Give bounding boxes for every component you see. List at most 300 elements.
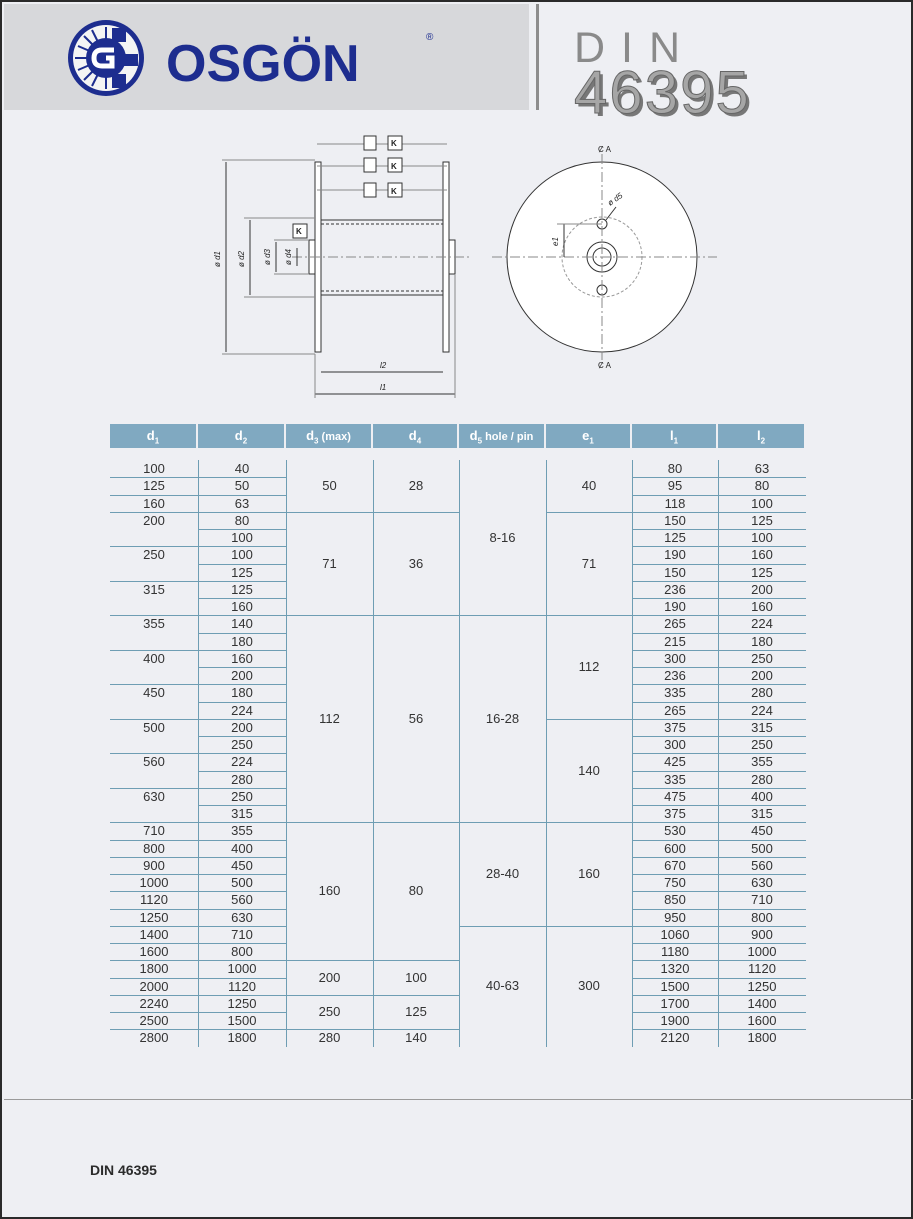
column-header-l2: $l_2$ bbox=[718, 424, 804, 448]
row-divider bbox=[110, 874, 198, 875]
row-divider bbox=[286, 822, 373, 823]
cell-l2: 250 bbox=[751, 737, 773, 752]
k-label-4: K bbox=[296, 227, 302, 236]
row-divider bbox=[632, 529, 806, 530]
merged-cell-d4: 36 bbox=[408, 555, 424, 571]
cell-d1: 1120 bbox=[140, 892, 168, 908]
cell-l1: 950 bbox=[664, 909, 686, 925]
cell-l1: 236 bbox=[664, 668, 686, 683]
cell-d2: 100 bbox=[231, 547, 253, 563]
cell-d2: 1500 bbox=[227, 1013, 257, 1028]
merged-cell-d3: 50 bbox=[322, 477, 337, 493]
cell-l1: 600 bbox=[664, 840, 686, 856]
cell-l1: 1900 bbox=[660, 1013, 690, 1028]
row-divider bbox=[198, 978, 286, 979]
cell-d1: 1600 bbox=[139, 944, 169, 959]
row-divider bbox=[198, 1029, 286, 1030]
brand-wordmark: OSGÖN bbox=[166, 35, 360, 93]
row-divider bbox=[632, 771, 806, 772]
standard-number: 46395 bbox=[574, 59, 751, 126]
merged-cell-d4: 140 bbox=[405, 1029, 427, 1045]
row-divider bbox=[373, 995, 459, 996]
row-divider bbox=[110, 788, 198, 789]
row-divider bbox=[632, 753, 806, 754]
row-divider bbox=[198, 943, 286, 944]
cell-l1: 850 bbox=[664, 892, 686, 908]
row-divider bbox=[110, 615, 198, 616]
cell-l1: 125 bbox=[664, 530, 686, 545]
row-divider bbox=[632, 995, 806, 996]
cell-d2: 125 bbox=[231, 581, 253, 597]
row-divider bbox=[110, 978, 198, 979]
cell-d1: 2240 bbox=[139, 995, 169, 1011]
cell-l2: 280 bbox=[751, 685, 773, 701]
cell-l2: 224 bbox=[751, 616, 773, 632]
row-divider bbox=[110, 650, 198, 651]
cell-d1: 100 bbox=[143, 461, 165, 476]
row-divider bbox=[632, 874, 806, 875]
cell-d1: 500 bbox=[143, 719, 165, 735]
row-divider bbox=[198, 891, 286, 892]
cell-l2: 100 bbox=[751, 530, 773, 545]
cell-d2: 180 bbox=[231, 633, 253, 649]
row-divider bbox=[546, 615, 632, 616]
row-divider bbox=[198, 684, 286, 685]
row-divider bbox=[632, 598, 806, 599]
row-divider bbox=[632, 615, 806, 616]
cell-d2: 200 bbox=[231, 668, 253, 683]
merged-cell-d3: 160 bbox=[318, 883, 341, 899]
cell-d2: 400 bbox=[231, 840, 253, 856]
cell-d2: 140 bbox=[231, 616, 253, 632]
row-divider bbox=[632, 943, 806, 944]
cell-l1: 80 bbox=[667, 461, 683, 476]
merged-cell-e1: 71 bbox=[581, 555, 597, 571]
row-divider bbox=[632, 684, 806, 685]
cell-l1: 236 bbox=[664, 581, 686, 597]
merged-cell-d3: 250 bbox=[318, 1004, 341, 1019]
e1-label: e1 bbox=[551, 237, 560, 246]
row-divider bbox=[632, 788, 806, 789]
cell-l2: 63 bbox=[754, 461, 770, 476]
cell-l1: 375 bbox=[664, 806, 686, 821]
footer-divider bbox=[4, 1099, 913, 1100]
merged-cell-d5: 40-63 bbox=[485, 978, 520, 994]
row-divider bbox=[198, 995, 286, 996]
dimension-table bbox=[110, 424, 806, 1050]
spool-side-view bbox=[222, 136, 472, 398]
cell-d1: 160 bbox=[143, 495, 165, 511]
row-divider bbox=[110, 512, 198, 513]
row-divider bbox=[110, 891, 198, 892]
column-header-d1: $d_1$ bbox=[110, 424, 196, 448]
cell-l1: 2120 bbox=[660, 1030, 690, 1046]
cell-d1: 2500 bbox=[139, 1013, 169, 1028]
row-divider bbox=[632, 822, 806, 823]
cell-d1: 800 bbox=[143, 840, 165, 856]
row-divider bbox=[198, 771, 286, 772]
cell-l2: 1800 bbox=[747, 1030, 777, 1046]
cell-l2: 560 bbox=[751, 857, 773, 873]
cell-d2: 315 bbox=[231, 806, 253, 821]
merged-cell-d4: 28 bbox=[408, 477, 424, 493]
cell-l1: 300 bbox=[664, 650, 686, 666]
row-divider bbox=[198, 857, 286, 858]
cell-l1: 1320 bbox=[660, 961, 690, 977]
row-divider bbox=[632, 702, 806, 703]
standard-word: DIN bbox=[574, 24, 697, 72]
row-divider bbox=[110, 581, 198, 582]
row-divider bbox=[632, 926, 806, 927]
row-divider bbox=[286, 512, 373, 513]
row-divider bbox=[632, 1012, 806, 1013]
row-divider bbox=[198, 702, 286, 703]
cell-d1: 400 bbox=[143, 650, 165, 666]
cell-d1: 630 bbox=[143, 788, 165, 804]
row-divider bbox=[632, 736, 806, 737]
cell-d2: 800 bbox=[231, 944, 253, 959]
k-label-2: K bbox=[391, 162, 397, 171]
cell-d1: 710 bbox=[143, 823, 165, 839]
row-divider bbox=[198, 874, 286, 875]
row-divider bbox=[632, 546, 806, 547]
merged-cell-d3: 200 bbox=[318, 969, 341, 985]
cell-d2: 100 bbox=[231, 530, 253, 545]
cell-l1: 118 bbox=[664, 495, 686, 511]
row-divider bbox=[632, 477, 806, 478]
row-divider bbox=[198, 753, 286, 754]
cell-l1: 530 bbox=[664, 823, 686, 839]
merged-cell-e1: 112 bbox=[578, 659, 600, 674]
cell-d2: 1250 bbox=[227, 995, 257, 1011]
cell-l1: 215 bbox=[664, 633, 686, 649]
column-header-d4: $d_4$ bbox=[373, 424, 457, 448]
row-divider bbox=[110, 719, 198, 720]
cell-l2: 280 bbox=[751, 771, 773, 787]
d1-label: ø d1 bbox=[213, 250, 222, 267]
cell-l1: 475 bbox=[664, 788, 686, 804]
d5-label: ø d5 bbox=[605, 191, 625, 208]
header-divider bbox=[536, 4, 539, 110]
row-divider bbox=[632, 978, 806, 979]
row-divider bbox=[632, 857, 806, 858]
cell-l2: 125 bbox=[751, 512, 773, 528]
cell-l1: 670 bbox=[664, 857, 686, 873]
row-divider bbox=[546, 719, 632, 720]
row-divider bbox=[373, 512, 459, 513]
cell-d1: 450 bbox=[143, 685, 165, 701]
cell-l1: 1060 bbox=[660, 926, 690, 942]
cell-l2: 180 bbox=[751, 633, 773, 649]
gear-logo-icon bbox=[68, 20, 144, 96]
merged-cell-d4: 100 bbox=[405, 969, 427, 985]
cell-l2: 630 bbox=[751, 875, 773, 890]
row-divider bbox=[198, 788, 286, 789]
spool-technical-drawing bbox=[192, 132, 732, 402]
cell-l2: 500 bbox=[751, 840, 773, 856]
l2-label: l2 bbox=[380, 361, 387, 370]
cell-l2: 400 bbox=[751, 788, 773, 804]
cell-d2: 40 bbox=[234, 461, 250, 476]
row-divider bbox=[198, 512, 286, 513]
cell-l1: 1180 bbox=[661, 944, 689, 959]
d4-label: ø d4 bbox=[284, 248, 293, 265]
column-divider bbox=[286, 460, 287, 1047]
cell-d2: 280 bbox=[231, 771, 253, 787]
footer-standard-label: DIN 46395 bbox=[90, 1162, 157, 1178]
section-a-bottom-label: Ȼ A bbox=[598, 361, 611, 370]
row-divider bbox=[198, 805, 286, 806]
merged-cell-d5: 8-16 bbox=[489, 529, 516, 545]
cell-d2: 250 bbox=[231, 788, 253, 804]
cell-l2: 224 bbox=[751, 702, 773, 718]
cell-l2: 315 bbox=[751, 806, 773, 821]
column-header-e1: $e_1$ bbox=[546, 424, 630, 448]
row-divider bbox=[373, 1029, 459, 1030]
row-divider bbox=[286, 960, 373, 961]
cell-d2: 250 bbox=[231, 737, 253, 752]
spool-front-view bbox=[492, 154, 717, 360]
column-divider bbox=[373, 460, 374, 1047]
cell-d2: 450 bbox=[231, 857, 253, 873]
column-divider bbox=[459, 460, 460, 1047]
cell-l2: 160 bbox=[751, 599, 773, 614]
cell-l1: 95 bbox=[667, 478, 683, 494]
row-divider bbox=[459, 615, 546, 616]
cell-d2: 160 bbox=[231, 650, 253, 666]
row-divider bbox=[110, 909, 198, 910]
cell-l1: 1500 bbox=[660, 978, 690, 994]
cell-d1: 1000 bbox=[139, 875, 169, 890]
k-label-1: K bbox=[391, 139, 397, 148]
row-divider bbox=[198, 615, 286, 616]
row-divider bbox=[198, 926, 286, 927]
row-divider bbox=[198, 840, 286, 841]
cell-l2: 450 bbox=[751, 823, 773, 839]
row-divider bbox=[632, 891, 806, 892]
cell-l1: 750 bbox=[664, 875, 686, 890]
row-divider bbox=[632, 840, 806, 841]
cell-l1: 335 bbox=[664, 685, 686, 701]
cell-d2: 1000 bbox=[227, 961, 257, 977]
cell-d2: 63 bbox=[234, 495, 250, 511]
column-divider bbox=[546, 460, 547, 1047]
d3-label: ø d3 bbox=[263, 248, 272, 265]
row-divider bbox=[373, 615, 459, 616]
k-label-3: K bbox=[391, 187, 397, 196]
merged-cell-e1: 160 bbox=[578, 866, 600, 881]
row-divider bbox=[110, 840, 198, 841]
row-divider bbox=[632, 650, 806, 651]
merged-cell-d4: 80 bbox=[408, 883, 424, 899]
cell-l2: 1600 bbox=[747, 1013, 777, 1028]
row-divider bbox=[198, 667, 286, 668]
row-divider bbox=[632, 805, 806, 806]
row-divider bbox=[459, 822, 546, 823]
row-divider bbox=[632, 719, 806, 720]
row-divider bbox=[632, 581, 806, 582]
cell-d2: 1800 bbox=[227, 1030, 257, 1046]
row-divider bbox=[286, 1029, 373, 1030]
cell-d1: 315 bbox=[143, 581, 165, 597]
cell-d2: 630 bbox=[231, 909, 253, 925]
row-divider bbox=[632, 495, 806, 496]
column-header-d2: $d_2$ bbox=[198, 424, 284, 448]
cell-d2: 224 bbox=[231, 754, 253, 770]
row-divider bbox=[110, 857, 198, 858]
merged-cell-d3: 71 bbox=[322, 555, 337, 571]
row-divider bbox=[286, 615, 373, 616]
row-divider bbox=[110, 1012, 198, 1013]
cell-d1: 1400 bbox=[139, 926, 169, 942]
row-divider bbox=[198, 719, 286, 720]
brand-logo bbox=[62, 18, 442, 98]
cell-d1: 2800 bbox=[139, 1030, 169, 1046]
row-divider bbox=[198, 598, 286, 599]
row-divider bbox=[110, 753, 198, 754]
row-divider bbox=[198, 477, 286, 478]
cell-l2: 160 bbox=[751, 547, 773, 563]
cell-d1: 1250 bbox=[139, 909, 169, 925]
merged-cell-d5: 28-40 bbox=[485, 866, 520, 881]
row-divider bbox=[198, 564, 286, 565]
merged-cell-e1: 40 bbox=[581, 477, 597, 493]
row-divider bbox=[198, 581, 286, 582]
merged-cell-d3: 280 bbox=[318, 1029, 341, 1045]
row-divider bbox=[546, 512, 632, 513]
cell-d2: 50 bbox=[234, 478, 250, 494]
cell-l2: 900 bbox=[751, 926, 773, 942]
row-divider bbox=[373, 960, 459, 961]
cell-l2: 1000 bbox=[747, 944, 777, 959]
cell-l2: 100 bbox=[751, 495, 773, 511]
cell-d2: 500 bbox=[231, 875, 253, 890]
row-divider bbox=[110, 477, 198, 478]
row-divider bbox=[632, 667, 806, 668]
cell-d1: 900 bbox=[143, 857, 165, 873]
cell-d1: 125 bbox=[143, 478, 165, 494]
section-a-top-label: Ȼ A bbox=[598, 145, 611, 154]
row-divider bbox=[198, 546, 286, 547]
d2-label: ø d2 bbox=[237, 250, 246, 267]
l1-label: l1 bbox=[380, 383, 387, 392]
cell-d2: 224 bbox=[231, 702, 253, 718]
cell-l1: 375 bbox=[664, 719, 686, 735]
row-divider bbox=[110, 684, 198, 685]
cell-d2: 80 bbox=[234, 512, 250, 528]
cell-l1: 190 bbox=[664, 547, 686, 563]
cell-l1: 1700 bbox=[660, 995, 690, 1011]
cell-l2: 200 bbox=[751, 581, 773, 597]
cell-l1: 265 bbox=[664, 702, 686, 718]
cell-d2: 200 bbox=[231, 719, 253, 735]
registered-mark: ® bbox=[426, 32, 434, 43]
merged-cell-e1: 300 bbox=[578, 978, 600, 994]
row-divider bbox=[198, 736, 286, 737]
merged-cell-d4: 56 bbox=[408, 710, 424, 726]
cell-d2: 180 bbox=[231, 685, 253, 701]
cell-l2: 1400 bbox=[747, 995, 777, 1011]
row-divider bbox=[632, 512, 806, 513]
cell-d1: 355 bbox=[143, 616, 165, 632]
cell-l1: 425 bbox=[664, 754, 686, 770]
row-divider bbox=[198, 909, 286, 910]
row-divider bbox=[198, 822, 286, 823]
cell-d1: 2000 bbox=[139, 978, 169, 994]
cell-d2: 710 bbox=[231, 926, 253, 942]
row-divider bbox=[632, 633, 806, 634]
row-divider bbox=[632, 960, 806, 961]
row-divider bbox=[198, 633, 286, 634]
column-header-d3: $d_3$ (max) bbox=[286, 424, 371, 448]
row-divider bbox=[373, 822, 459, 823]
row-divider bbox=[110, 926, 198, 927]
cell-l1: 150 bbox=[664, 512, 686, 528]
row-divider bbox=[198, 529, 286, 530]
row-divider bbox=[459, 926, 546, 927]
row-divider bbox=[198, 960, 286, 961]
cell-d2: 125 bbox=[231, 564, 253, 580]
column-header-l1: $l_1$ bbox=[632, 424, 716, 448]
cell-l1: 150 bbox=[664, 564, 686, 580]
cell-l2: 800 bbox=[751, 909, 773, 925]
merged-cell-d3: 112 bbox=[319, 710, 340, 726]
cell-d2: 560 bbox=[231, 892, 253, 908]
row-divider bbox=[632, 1029, 806, 1030]
row-divider bbox=[286, 995, 373, 996]
row-divider bbox=[110, 995, 198, 996]
cell-l2: 1250 bbox=[747, 978, 777, 994]
cell-d1: 200 bbox=[143, 512, 165, 528]
cell-l2: 250 bbox=[751, 650, 773, 666]
merged-cell-e1: 140 bbox=[578, 762, 600, 778]
cell-l2: 710 bbox=[751, 892, 773, 908]
cell-d1: 1800 bbox=[139, 961, 169, 977]
cell-d2: 160 bbox=[231, 599, 253, 614]
row-divider bbox=[198, 1012, 286, 1013]
cell-d1: 560 bbox=[143, 754, 165, 770]
cell-d2: 355 bbox=[231, 823, 253, 839]
cell-d2: 1120 bbox=[228, 978, 256, 994]
row-divider bbox=[110, 960, 198, 961]
row-divider bbox=[110, 943, 198, 944]
cell-l1: 300 bbox=[664, 737, 686, 752]
row-divider bbox=[110, 495, 198, 496]
cell-l2: 125 bbox=[751, 564, 773, 580]
row-divider bbox=[546, 822, 632, 823]
cell-l2: 200 bbox=[751, 668, 773, 683]
row-divider bbox=[110, 822, 198, 823]
row-divider bbox=[198, 495, 286, 496]
cell-l2: 80 bbox=[754, 478, 770, 494]
cell-l2: 315 bbox=[751, 719, 773, 735]
row-divider bbox=[632, 909, 806, 910]
row-divider bbox=[632, 564, 806, 565]
column-header-d5: $d_5$ hole / pin bbox=[459, 424, 544, 448]
row-divider bbox=[546, 926, 632, 927]
cell-l1: 265 bbox=[664, 616, 686, 632]
cell-l1: 190 bbox=[664, 599, 686, 614]
cell-l2: 355 bbox=[751, 754, 773, 770]
cell-l2: 1120 bbox=[748, 961, 776, 977]
cell-l1: 335 bbox=[664, 771, 686, 787]
row-divider bbox=[198, 650, 286, 651]
cell-d1: 250 bbox=[143, 547, 165, 563]
merged-cell-d4: 125 bbox=[405, 1004, 427, 1019]
row-divider bbox=[110, 1029, 198, 1030]
row-divider bbox=[110, 546, 198, 547]
merged-cell-d5: 16-28 bbox=[485, 710, 520, 726]
